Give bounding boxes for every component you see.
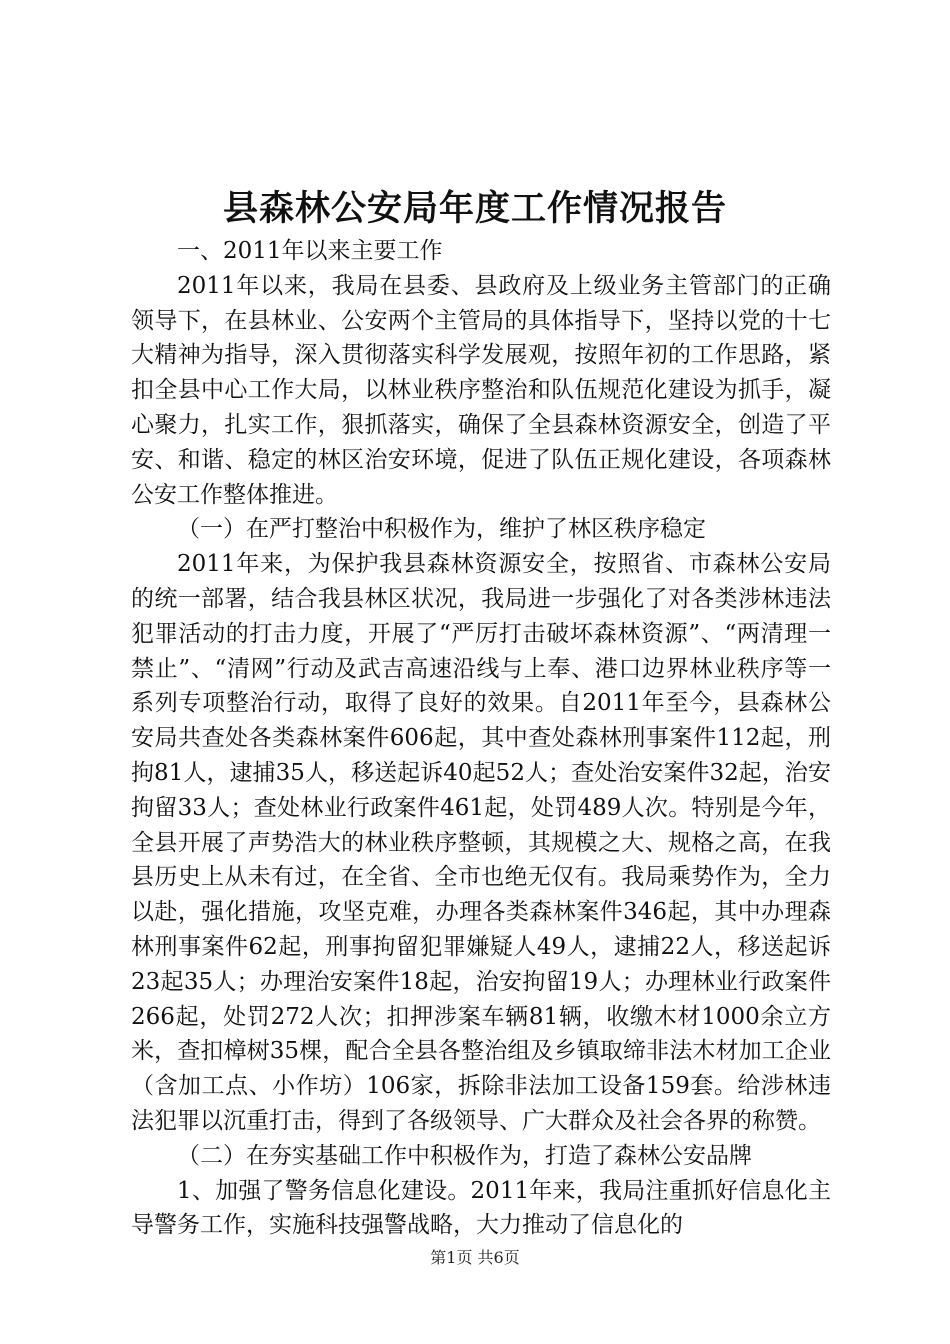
body-paragraph: 2011年以来，我局在县委、县政府及上级业务主管部门的正确领导下，在县林业、公安两个主管局的具体指导下，坚持以党的十七大精神为指导，深入贯彻落实科学发展观，按照年初的工作思路，紧扣全县中心工作大局，以林业秩序整治和队伍规范化建设为抓手，凝心聚力，扎实工作，狠抓落实，确保了全县森林资源安全，创造了平安、和谐、稳定的林区治安环境，促进了队伍正规化建设，各项森林公安工作整体推进。 bbox=[131, 272, 831, 508]
page-number-footer: 第1页 共6页 bbox=[430, 1248, 520, 1267]
subsection-heading: （二）在夯实基础工作中积极作为，打造了森林公安品牌 bbox=[177, 1142, 752, 1169]
subsection-heading: （一）在严打整治中积极作为，维护了林区秩序稳定 bbox=[177, 516, 706, 543]
document-body bbox=[131, 234, 831, 1243]
document-title: 县森林公安局年度工作情况报告 bbox=[222, 188, 727, 229]
body-paragraph: 1、加强了警务信息化建设。2011年来，我局注重抓好信息化主导警务工作，实施科技强警战略，大力推动了信息化的 bbox=[131, 1177, 831, 1239]
section-heading: 一、2011年以来主要工作 bbox=[177, 238, 443, 264]
body-paragraph: 2011年来，为保护我县森林资源安全，按照省、市森林公安局的统一部署，结合我县林区状况，我局进一步强化了对各类涉林违法犯罪活动的打击力度，开展了“严厉打击破坏森林资源”、“两清理一禁止”、“清网”行动及武吉高速沿线与上奉、港口边界林业秩序等一系列专项整治行动，取得了良好的效果。自2011年至今，县森林公安局共查处各类森林案件606起，其中查处森林刑事案件112起，刑拘81人，逮捕35人，移送起诉40起52人；查处治安案件32起，治安拘留33人；查处林业行政案件461起，处罚489人次。特别是今年，全县开展了声势浩大的林业秩序整顿，其规模之大、规格之高，在我县历史上从未有过，在全省、全市也绝无仅有。我局乘势作为，全力以赴，强化措施，攻坚克难，办理各类森林案件346起，其中办理森林刑事案件62起，刑事拘留犯罪嫌疑人49人，逮捕22人，移送起诉23起35人；办理治安案件18起，治安拘留19人；办理林业行政案件266起，处罚272人次；扣押涉案车辆81辆，收缴木材1000余立方米，查扣樟树35棵，配合全县各整治组及乡镇取缔非法木材加工企业（含加工点、小作坊）106家，拆除非法加工设备159套。给涉林违法犯罪以沉重打击，得到了各级领导、广大群众及社会各界的称赞。 bbox=[131, 551, 831, 1134]
